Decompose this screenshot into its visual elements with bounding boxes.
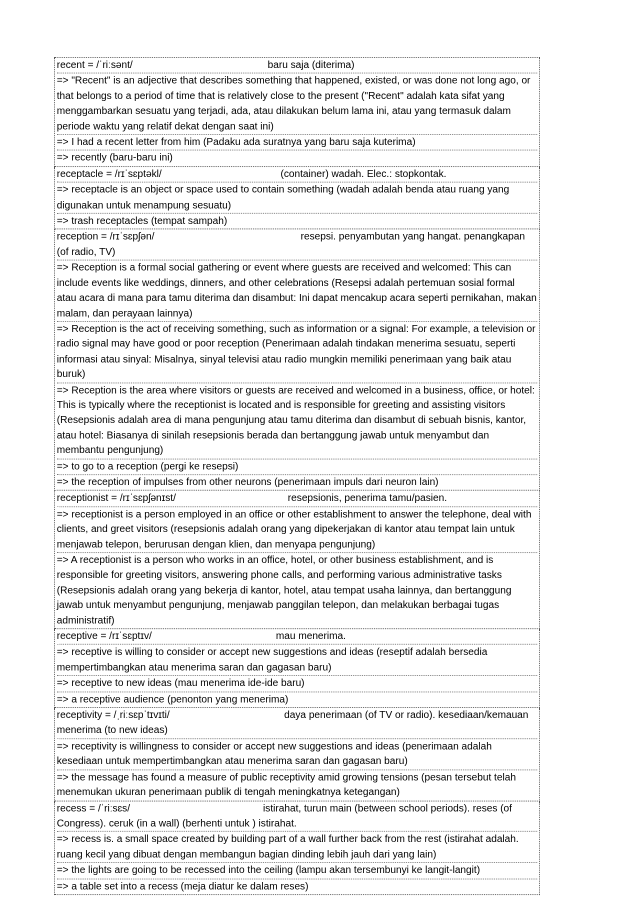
dictionary-entry xyxy=(54,708,540,801)
dictionary-page xyxy=(54,57,540,895)
entry-gloss: resepsionis, penerima tamu/pasien. xyxy=(287,492,448,504)
entry-gloss: mau menerima. xyxy=(275,631,346,643)
entry-line: => receptionist is a person employed in an office or other establishment to answer the telephone, deal with clients, and greet visitors (resepsionis adalah orang yang dipekerjakan di kantor atau tempat lain untuk menjawab telepon, berurusan dengan klien, dan menyapa pengunjung) xyxy=(57,507,537,553)
entry-term: receptionist = /rɪˈsɛpʃənɪst/ xyxy=(56,492,176,504)
entry-gloss: istirahat, turun main (between school periods). reses (of Congress). ceruk (in a wall) (berhenti untuk ) istirahat. xyxy=(56,802,512,829)
entry-line: => recess is. a small space created by building part of a wall further back from the rest (istirahat adalah. ruang kecil yang dibuat dengan membangun bagian dinding lebih jauh dari yang lain) xyxy=(57,832,537,863)
entry-term: receptacle = /rɪˈsɛptəkl/ xyxy=(56,168,162,180)
entry-line: => Reception is the act of receiving something, such as information or a signal: For example, a television or radio signal may have good or poor reception (Penerimaan adalah tindakan menerima sesuatu, seperti informasi atau sinyal: Misalnya, sinyal televisi atau radio mungkin memiliki penerimaan yang baik atau buruk) xyxy=(57,322,537,383)
entry-line: => recently (baru-baru ini) xyxy=(56,152,173,164)
entry-gloss: resepsi. penyambutan yang hangat. penangkapan (of radio, TV) xyxy=(56,231,525,258)
entry-gloss: baru saja (diterima) xyxy=(267,59,355,71)
dictionary-entry xyxy=(54,230,540,491)
entry-headline xyxy=(57,167,537,183)
dictionary-entry xyxy=(54,167,540,230)
entry-term: receptivity = /ˌriːsɛpˈtɪvɪti/ xyxy=(56,709,170,721)
entry-line: => trash receptacles (tempat sampah) xyxy=(56,215,228,227)
dictionary-entry xyxy=(54,57,540,167)
entry-term: reception = /rɪˈsɛpʃən/ xyxy=(56,231,155,243)
entry-line: => a table set into a recess (meja diatur ke dalam reses) xyxy=(56,880,309,892)
entry-line: => A receptionist is a person who works in an office, hotel, or other business establishment, and is responsible for greeting visitors, answering phone calls, and performing various administrative tasks (Resepsionis adalah orang yang bekerja di kantor, hotel, atau tempat usaha lainnya, dan bertanggung jawab untuk menyambut pengunjung, menjawab panggilan telepon, dan melakukan berbagai tugas administratif) xyxy=(56,554,512,627)
entry-line: => receptivity is willingness to consider or accept new suggestions and ideas (penerimaan adalah kesediaan untuk mempertimbangkan atau menerima saran dan gagasan baru) xyxy=(57,739,537,770)
entry-headline xyxy=(57,629,537,645)
entry-line: => Reception is a formal social gathering or event where guests are received and welcomed: This can include events like weddings, dinners, and other celebrations (Resepsi adalah pertemuan sosial formal atau acara di mana para tamu diterima dan disambut: Ini dapat mencakup acara seperti pernikahan, makan malam, dan perayaan lainnya) xyxy=(57,261,537,322)
entry-line: => the lights are going to be recessed into the ceiling (lampu akan tersembunyi ke langit-langit) xyxy=(57,863,537,879)
entry-headline xyxy=(57,708,537,739)
entry-term: recent = /ˈriːsənt/ xyxy=(56,59,133,71)
entry-headline xyxy=(57,491,537,507)
entry-line: => to go to a reception (pergi ke resepsi) xyxy=(57,459,537,475)
entry-line: => receptive is willing to consider or accept new suggestions and ideas (reseptif adalah bersedia mempertimbangkan atau menerima saran dan gagasan baru) xyxy=(57,645,537,676)
entry-line: => receptive to new ideas (mau menerima ide-ide baru) xyxy=(57,676,537,692)
entry-line: => the reception of impulses from other neurons (penerimaan impuls dari neuron lain) xyxy=(56,476,439,488)
dictionary-entry xyxy=(54,801,540,895)
entry-line: => a receptive audience (penonton yang menerima) xyxy=(56,693,289,705)
entry-headline xyxy=(57,801,537,832)
entry-line: => receptacle is an object or space used to contain something (wadah adalah benda atau ruang yang digunakan untuk menampung sesuatu) xyxy=(57,183,537,214)
entry-term: receptive = /rɪˈsɛptɪv/ xyxy=(56,631,152,643)
entry-gloss: (container) wadah. Elec.: stopkontak. xyxy=(280,168,447,180)
dictionary-entry xyxy=(54,491,540,629)
dictionary-entry xyxy=(54,629,540,708)
entry-headline xyxy=(57,230,537,261)
entry-line: => the message has found a measure of public receptivity amid growing tensions (pesan tersebut telah menemukan ukuran penerimaan publik di tengah meningkatnya ketegangan) xyxy=(56,771,516,798)
entry-line: => I had a recent letter from him (Padaku ada suratnya yang baru saja kuterima) xyxy=(57,135,537,151)
entry-term: recess = /ˈriːsɛs/ xyxy=(56,802,131,814)
entry-line: => Reception is the area where visitors or guests are received and welcomed in a business, office, or hotel: This is typically where the receptionist is located and is responsible for greeting and assisting visitors (Resepsionis adalah area di mana pengunjung atau tamu diterima dan disambut di sebuah bisnis, kantor, atau hotel: Biasanya di sinilah resepsionis berada dan bertanggung jawab untuk menyambut dan membantu pengunjung) xyxy=(57,383,537,459)
entry-headline xyxy=(57,58,537,74)
entry-gloss: daya penerimaan (of TV or radio). kesediaan/kemauan menerima (to new ideas) xyxy=(56,709,529,736)
entry-line: => "Recent" is an adjective that describes something that happened, existed, or was done not long ago, or that belongs to a period of time that is relatively close to the present ("Recent" adalah kata sifat yang menggambarkan sesuatu yang terjadi, ada, atau dilakukan belum lama ini, atau yang termasuk dalam periode waktu yang relatif dekat dengan saat ini) xyxy=(57,74,537,135)
